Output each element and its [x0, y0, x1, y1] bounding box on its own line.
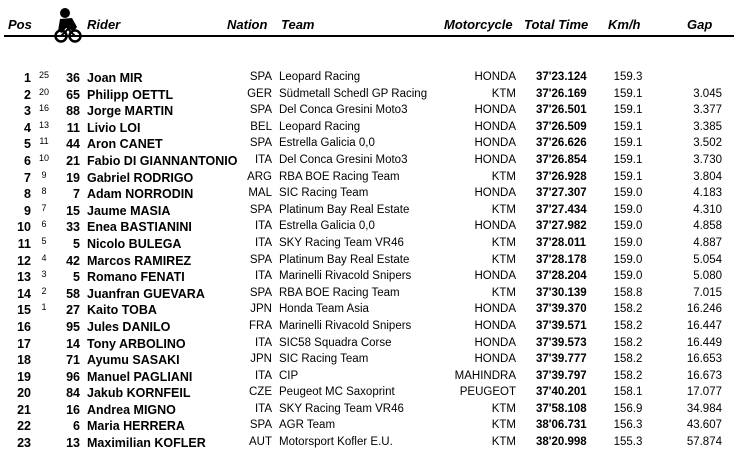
- position: 11: [17, 236, 31, 251]
- team-name: Del Conca Gresini Moto3: [279, 153, 408, 166]
- motorcycle-make: KTM: [491, 436, 516, 449]
- header-total-time: Total Time: [524, 17, 589, 32]
- header-kmh: Km/h: [608, 17, 641, 32]
- nation-code: ITA: [254, 369, 272, 382]
- points-awarded: 9: [41, 169, 47, 180]
- points-awarded: 8: [41, 186, 47, 197]
- average-speed: 159.3: [613, 71, 643, 83]
- team-name: Estrella Galicia 0,0: [279, 220, 375, 233]
- position: 15: [17, 303, 31, 318]
- table-row: [0, 87, 738, 104]
- total-time: 37'26.501: [536, 104, 587, 117]
- position: 2: [24, 87, 31, 102]
- motorcycle-make: HONDA: [474, 319, 516, 332]
- gap-to-leader: 3.045: [693, 87, 722, 100]
- rider-name: Livio LOI: [87, 120, 141, 135]
- rider-number: 71: [66, 353, 80, 368]
- total-time: 37'26.509: [536, 120, 587, 133]
- nation-code: ITA: [254, 336, 272, 349]
- rider-number: 21: [66, 153, 80, 168]
- total-time: 37'39.797: [536, 369, 587, 382]
- table-row: [0, 70, 738, 87]
- table-row: [0, 302, 738, 319]
- team-name: Platinum Bay Real Estate: [279, 203, 410, 216]
- table-row: [0, 219, 738, 236]
- rider-number: 36: [66, 71, 80, 85]
- nation-code: ITA: [254, 153, 272, 166]
- points-awarded: 13: [38, 119, 49, 130]
- rider-number: 33: [66, 220, 80, 235]
- nation-code: GER: [247, 87, 272, 100]
- nation-code: SPA: [249, 203, 272, 216]
- gap-to-leader: 3.377: [693, 104, 722, 117]
- motorcycle-make: KTM: [491, 286, 516, 299]
- rider-number: 42: [66, 253, 80, 268]
- rider-name: Joan MIR: [87, 71, 143, 85]
- nation-code: CZE: [249, 386, 272, 399]
- gap-to-leader: 4.887: [693, 236, 722, 249]
- position: 16: [17, 319, 31, 334]
- rider-name: Fabio DI GIANNANTONIO: [87, 153, 238, 168]
- gap-to-leader: 3.730: [693, 153, 722, 166]
- points-awarded: 2: [41, 285, 47, 296]
- rider-name: Gabriel RODRIGO: [87, 170, 194, 185]
- position: 20: [17, 386, 31, 401]
- gap-to-leader: 4.858: [693, 220, 722, 233]
- table-row: [0, 402, 738, 419]
- total-time: 37'26.928: [536, 170, 587, 183]
- rider-name: Tony ARBOLINO: [87, 336, 186, 351]
- rider-name: Jakub KORNFEIL: [87, 386, 191, 401]
- rider-number: 13: [66, 436, 80, 451]
- table-row: [0, 203, 738, 220]
- nation-code: ARG: [247, 170, 272, 183]
- gap-to-leader: 16.653: [686, 353, 722, 366]
- gap-to-leader: 16.447: [686, 319, 722, 332]
- nation-code: ITA: [254, 236, 272, 249]
- total-time: 37'30.139: [536, 286, 587, 299]
- table-row: [0, 120, 738, 137]
- team-name: Del Conca Gresini Moto3: [279, 104, 408, 117]
- header-pos: Pos: [8, 17, 32, 32]
- total-time: 37'26.626: [536, 137, 587, 150]
- motorcycle-make: HONDA: [474, 220, 516, 233]
- rider-number: 88: [66, 104, 80, 119]
- team-name: Südmetall Schedl GP Racing: [279, 87, 428, 100]
- rider-name: Romano FENATI: [87, 270, 185, 285]
- motorcycle-make: HONDA: [474, 187, 516, 200]
- motorcycle-make: HONDA: [474, 71, 516, 83]
- total-time: 37'26.169: [536, 87, 587, 100]
- total-time: 37'28.204: [536, 270, 587, 283]
- nation-code: SPA: [249, 71, 272, 83]
- team-name: Motorsport Kofler E.U.: [279, 436, 393, 449]
- position: 17: [17, 336, 31, 351]
- nation-code: BEL: [250, 120, 272, 133]
- average-speed: 159.1: [613, 120, 643, 133]
- rider-name: Juanfran GUEVARA: [87, 286, 205, 301]
- gap-to-leader: 4.310: [693, 203, 722, 216]
- results-table: [0, 70, 738, 452]
- rider-number: 5: [73, 270, 80, 285]
- nation-code: ITA: [254, 220, 272, 233]
- table-row: [0, 253, 738, 270]
- gap-to-leader: 16.246: [686, 303, 722, 316]
- rider-number: 44: [66, 137, 80, 152]
- table-row: [0, 418, 738, 435]
- position: 5: [24, 137, 31, 152]
- average-speed: 156.9: [613, 402, 643, 415]
- average-speed: 159.0: [613, 253, 643, 266]
- total-time: 37'27.982: [536, 220, 587, 233]
- position: 9: [24, 203, 31, 218]
- table-row: [0, 352, 738, 369]
- gap-to-leader: 5.054: [693, 253, 722, 266]
- rider-number: 19: [66, 170, 80, 185]
- header-gap: Gap: [687, 17, 713, 32]
- motorcycle-make: HONDA: [474, 336, 516, 349]
- rider-number: 58: [66, 286, 80, 301]
- total-time: 37'26.854: [536, 153, 587, 166]
- position: 21: [17, 402, 31, 417]
- rider-name: Maria HERRERA: [87, 419, 185, 434]
- motorcycle-make: HONDA: [474, 137, 516, 150]
- points-awarded: 7: [41, 202, 47, 213]
- average-speed: 155.3: [613, 436, 643, 449]
- gap-to-leader: 57.874: [686, 436, 722, 449]
- team-name: RBA BOE Racing Team: [279, 170, 400, 183]
- average-speed: 158.1: [613, 386, 643, 399]
- position: 6: [24, 153, 31, 168]
- total-time: 37'28.178: [536, 253, 587, 266]
- points-awarded: 16: [38, 103, 49, 114]
- average-speed: 159.0: [613, 220, 643, 233]
- average-speed: 159.0: [613, 203, 643, 216]
- team-name: Peugeot MC Saxoprint: [279, 386, 395, 399]
- total-time: 38'20.998: [536, 436, 587, 449]
- gap-to-leader: 4.183: [693, 187, 722, 200]
- motorcycle-make: HONDA: [474, 303, 516, 316]
- points-awarded: 3: [41, 269, 47, 280]
- team-name: Estrella Galicia 0,0: [279, 137, 375, 150]
- team-name: RBA BOE Racing Team: [279, 286, 400, 299]
- points-awarded: 20: [38, 86, 49, 97]
- nation-code: SPA: [249, 286, 272, 299]
- rider-name: Maximilian KOFLER: [87, 436, 206, 451]
- average-speed: 158.2: [613, 319, 643, 332]
- table-row: [0, 103, 738, 120]
- gap-to-leader: 3.385: [693, 120, 722, 133]
- average-speed: 158.8: [613, 286, 643, 299]
- average-speed: 159.1: [613, 153, 643, 166]
- gap-to-leader: 5.080: [693, 270, 722, 283]
- average-speed: 158.2: [613, 353, 643, 366]
- position: 14: [17, 286, 31, 301]
- total-time: 37'23.124: [536, 71, 587, 83]
- average-speed: 159.1: [613, 137, 643, 150]
- rider-name: Nicolo BULEGA: [87, 236, 182, 251]
- nation-code: SPA: [249, 137, 272, 150]
- points-awarded: 6: [41, 219, 47, 230]
- motorcycle-rider-icon: [52, 7, 82, 43]
- nation-code: SPA: [249, 253, 272, 266]
- average-speed: 159.0: [613, 270, 643, 283]
- total-time: 37'40.201: [536, 386, 587, 399]
- total-time: 37'27.307: [536, 187, 587, 200]
- motorcycle-make: KTM: [491, 402, 516, 415]
- team-name: SKY Racing Team VR46: [279, 402, 404, 415]
- team-name: Leopard Racing: [279, 71, 361, 83]
- gap-to-leader: 34.984: [686, 402, 722, 415]
- team-name: Marinelli Rivacold Snipers: [279, 270, 412, 283]
- rider-number: 5: [73, 236, 80, 251]
- rider-number: 15: [66, 203, 80, 218]
- team-name: SIC58 Squadra Corse: [279, 336, 392, 349]
- rider-name: Andrea MIGNO: [87, 402, 176, 417]
- table-row: [0, 136, 738, 153]
- average-speed: 159.0: [613, 187, 643, 200]
- motorcycle-make: PEUGEOT: [459, 386, 516, 399]
- rider-name: Aron CANET: [87, 137, 163, 152]
- table-row: [0, 319, 738, 336]
- team-name: SIC Racing Team: [279, 353, 369, 366]
- nation-code: ITA: [254, 270, 272, 283]
- nation-code: JPN: [250, 353, 272, 366]
- table-row: [0, 286, 738, 303]
- total-time: 37'39.571: [536, 319, 587, 332]
- gap-to-leader: 3.804: [693, 170, 722, 183]
- motorcycle-make: HONDA: [474, 153, 516, 166]
- motorcycle-make: MAHINDRA: [454, 369, 516, 382]
- rider-number: 14: [66, 336, 80, 351]
- rider-number: 11: [66, 120, 80, 135]
- total-time: 38'06.731: [536, 419, 587, 432]
- motorcycle-make: KTM: [491, 170, 516, 183]
- gap-to-leader: 3.502: [693, 137, 722, 150]
- position: 23: [17, 436, 31, 451]
- rider-number: 7: [73, 187, 80, 202]
- table-row: [0, 435, 738, 452]
- results-header: [0, 0, 738, 46]
- rider-number: 27: [66, 303, 80, 318]
- table-row: [0, 236, 738, 253]
- nation-code: AUT: [249, 436, 272, 449]
- average-speed: 158.2: [613, 336, 643, 349]
- nation-code: MAL: [248, 187, 272, 200]
- motorcycle-make: KTM: [491, 203, 516, 216]
- gap-to-leader: 16.673: [686, 369, 722, 382]
- average-speed: 159.1: [613, 170, 643, 183]
- position: 12: [17, 253, 31, 268]
- total-time: 37'27.434: [536, 203, 587, 216]
- table-row: [0, 336, 738, 353]
- table-row: [0, 369, 738, 386]
- team-name: Marinelli Rivacold Snipers: [279, 319, 412, 332]
- motorcycle-make: HONDA: [474, 270, 516, 283]
- nation-code: SPA: [249, 104, 272, 117]
- team-name: Platinum Bay Real Estate: [279, 253, 410, 266]
- rider-name: Manuel PAGLIANI: [87, 369, 193, 384]
- total-time: 37'39.370: [536, 303, 587, 316]
- table-row: [0, 186, 738, 203]
- points-awarded: 25: [38, 70, 49, 80]
- rider-number: 95: [66, 319, 80, 334]
- team-name: Honda Team Asia: [279, 303, 369, 316]
- team-name: AGR Team: [279, 419, 336, 432]
- position: 8: [24, 187, 31, 202]
- points-awarded: 5: [41, 235, 47, 246]
- rider-name: Adam NORRODIN: [87, 187, 194, 202]
- gap-to-leader: 7.015: [693, 286, 722, 299]
- position: 3: [24, 104, 31, 119]
- rider-number: 65: [66, 87, 80, 102]
- table-row: [0, 153, 738, 170]
- gap-to-leader: 16.449: [686, 336, 722, 349]
- total-time: 37'58.108: [536, 402, 587, 415]
- rider-name: Jules DANILO: [87, 319, 171, 334]
- gap-to-leader: 17.077: [686, 386, 722, 399]
- points-awarded: 1: [41, 302, 47, 313]
- header-motorcycle: Motorcycle: [444, 17, 513, 32]
- nation-code: SPA: [249, 419, 272, 432]
- header-nation: Nation: [227, 17, 268, 32]
- motorcycle-make: KTM: [491, 236, 516, 249]
- nation-code: FRA: [249, 319, 272, 332]
- position: 4: [24, 120, 31, 135]
- average-speed: 158.2: [613, 303, 643, 316]
- position: 19: [17, 369, 31, 384]
- points-awarded: 4: [41, 252, 47, 263]
- gap-to-leader: 43.607: [686, 419, 722, 432]
- position: 10: [17, 220, 31, 235]
- average-speed: 156.3: [613, 419, 643, 432]
- team-name: SIC Racing Team: [279, 187, 369, 200]
- rider-name: Marcos RAMIREZ: [87, 253, 192, 268]
- table-row: [0, 385, 738, 402]
- rider-number: 96: [66, 369, 80, 384]
- team-name: Leopard Racing: [279, 120, 361, 133]
- rider-number: 16: [66, 402, 80, 417]
- motorcycle-make: KTM: [491, 87, 516, 100]
- position: 18: [17, 353, 31, 368]
- header-rider: Rider: [87, 17, 121, 32]
- rider-name: Kaito TOBA: [87, 303, 157, 318]
- average-speed: 158.2: [613, 369, 643, 382]
- average-speed: 159.1: [613, 104, 643, 117]
- motorcycle-make: HONDA: [474, 353, 516, 366]
- total-time: 37'39.573: [536, 336, 587, 349]
- total-time: 37'28.011: [536, 236, 587, 249]
- rider-name: Philipp OETTL: [87, 87, 174, 102]
- position: 1: [24, 71, 31, 85]
- position: 22: [17, 419, 31, 434]
- table-row: [0, 269, 738, 286]
- motorcycle-make: KTM: [491, 419, 516, 432]
- table-row: [0, 170, 738, 187]
- nation-code: ITA: [254, 402, 272, 415]
- total-time: 37'39.777: [536, 353, 587, 366]
- rider-number: 84: [66, 386, 80, 401]
- average-speed: 159.1: [613, 87, 643, 100]
- motorcycle-make: HONDA: [474, 120, 516, 133]
- rider-number: 6: [73, 419, 80, 434]
- position: 7: [24, 170, 31, 185]
- rider-name: Jorge MARTIN: [87, 104, 174, 119]
- motorcycle-make: HONDA: [474, 104, 516, 117]
- average-speed: 159.0: [613, 236, 643, 249]
- rider-name: Ayumu SASAKI: [87, 353, 180, 368]
- points-awarded: 10: [38, 152, 49, 163]
- rider-name: Jaume MASIA: [87, 203, 171, 218]
- position: 13: [17, 270, 31, 285]
- motorcycle-make: KTM: [491, 253, 516, 266]
- header-divider: [4, 35, 734, 37]
- team-name: SKY Racing Team VR46: [279, 236, 404, 249]
- points-awarded: 11: [39, 136, 49, 147]
- team-name: CIP: [279, 369, 299, 382]
- header-team: Team: [281, 17, 315, 32]
- rider-name: Enea BASTIANINI: [87, 220, 192, 235]
- nation-code: JPN: [250, 303, 272, 316]
